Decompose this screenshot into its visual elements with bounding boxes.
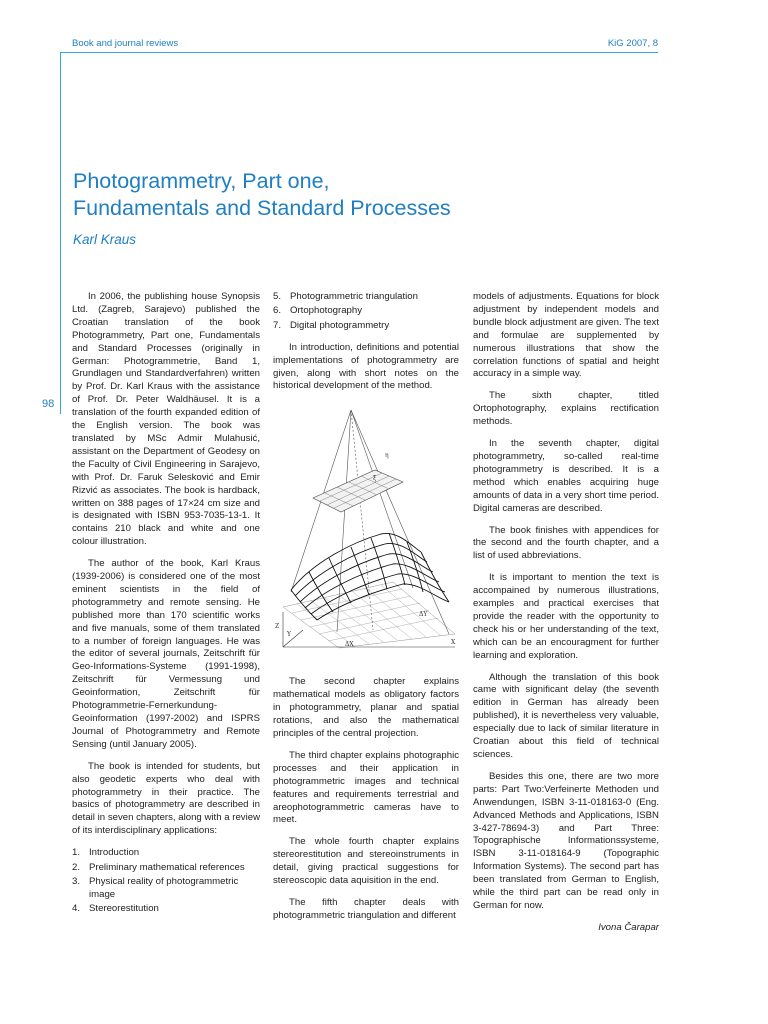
photogrammetry-figure: [273, 402, 459, 652]
coordinate-axes: [283, 612, 455, 647]
chapter-list-continued: [273, 291, 459, 333]
list-text: Stereorestitution: [89, 903, 159, 915]
running-header-journal: KiG 2007, 8: [607, 38, 658, 49]
list-item: [72, 903, 260, 916]
paragraph: The sixth chapter, titled Ortophotography, explains rectification methods.: [473, 390, 659, 428]
title-line-2: Fundamentals and Standard Processes: [73, 196, 451, 220]
list-number: 2.: [72, 861, 81, 873]
paragraph: In the seventh chapter, digital photogrammetry, so-called real-time photogrammetry is described. It is a method which enables acquiring huge amounts of data in a very short time period. Digital cameras are described.: [473, 438, 659, 514]
paragraph: The whole fourth chapter explains stereorestitution and stereoinstruments in detail, giving practical suggestions for stereoscopic data aquisition in the end.: [273, 836, 459, 887]
page-number: 98: [42, 398, 55, 410]
text-column-3: [473, 291, 659, 935]
paragraph: models of adjustments. Equations for block adjustment by independent models and bundle block adjustment are given. The text and formulae are supplemented by numerous illustrations that show the correlation functions of spatial and height accuracy in a simple way.: [473, 291, 659, 380]
paragraph: The author of the book, Karl Kraus (1939-2006) is considered one of the most eminent scientists in the field of photogrammetry and remote sensing. He published more than 170 scientific works and five manuals, some of them translated to a number of foreign languages. He was the editor of several journals, Zeitschrift für Geo-Informations-Systeme (1991-1998), Zeitschrift für Vermessung und Geoinformation, Zeitschrift für Photogrammetrie-Fernerkundung-Geoinformation (1997-2002) and ISPRS Journal of Photogrammetry and Remote Sensing (until January 2005).: [72, 558, 260, 750]
paragraph: The book finishes with appendices for the second and the fourth chapter, and a list of used abbreviations.: [473, 524, 659, 562]
list-text: Ortophotography: [290, 305, 362, 317]
paragraph: The book is intended for students, but also geodetic experts who deal with photogrammetry in their practice. The basics of photogrammetry are described in detail in seven chapters, along with a review of its interdisciplinary applications:: [72, 760, 260, 837]
list-item: [72, 847, 260, 860]
z-axis-label: Z: [275, 623, 280, 631]
paragraph: In 2006, the publishing house Synopsis Ltd. (Zagreb, Sarajevo) published the Croatian translation of the book Photogrammetry, Part one, Fundamentals and Standard Processes (originally in German: Photogrammetrie, Band 1, Grundlagen und Standardverfahren) written by Prof. Dr. Karl Kraus with the assistance of Prof. Dr. Peter Waldhäusel. It is a translation of the fourth expanded edition of the English version. The book was translated by MSc Admir Mulahusić, assistant on the Department of Geodesy on the Faculty of Civil Engineering in Sarajevo, with Prof. Dr. Faruk Selesković and Emir Rizvić as associates. The book is hardback, written on 388 pages of 17×24 cm size and is designated with ISBN 953-7035-13-1. It contains 210 black and white and one colour illustration.: [72, 291, 260, 548]
list-text: Preliminary mathematical references: [89, 861, 245, 873]
paragraph: The third chapter explains photographic processes and their application in photogrammetric images and technical features and requirements terrestrial and areophotogrammetric cameras have to meet.: [273, 749, 459, 826]
delta-x-label: ΔX: [345, 641, 354, 649]
paragraph: In introduction, definitions and potential implementations of photogrammetry are given, along with short notes on the historical development of the method.: [273, 341, 459, 392]
margin-rule: [60, 52, 61, 414]
y-axis-label: Y: [287, 631, 291, 639]
central-projection-diagram: [273, 402, 459, 652]
paragraph: Besides this one, there are two more parts: Part Two:Verfeinerte Methoden und Anwendungen, ISBN 3-11-018163-0 (Eng. Advanced Methods and Applications, ISBN 3-427-78694-3) and Part Three: Topographische Informationssysteme, ISBN 3-11-018164-9 (Topographic Information Systems). The second part has been translated from German to English, while the third part can be read only in German for now.: [473, 770, 659, 911]
text-column-1: [72, 291, 260, 918]
list-number: 7.: [273, 319, 282, 331]
xi-label: ξ: [373, 475, 377, 483]
image-plane: [313, 470, 403, 512]
paragraph: The fifth chapter deals with photogrammetric triangulation and different: [273, 896, 459, 921]
list-item: [273, 291, 459, 304]
list-number: 3.: [72, 875, 81, 887]
title-line-1: Photogrammetry, Part one,: [73, 169, 330, 193]
list-number: 5.: [273, 291, 282, 302]
review-signature: Ivona Čarapar: [598, 921, 659, 933]
text-column-2: [273, 291, 459, 932]
list-number: 1.: [72, 847, 81, 859]
paragraph: The second chapter explains mathematical models as obligatory factors in photogrammetry, planar and spatial rotations, and also the mathematical principles of the central projection.: [273, 676, 459, 739]
projection-ray: [351, 410, 449, 634]
article-title: [73, 168, 451, 222]
paragraph: It is important to mention the text is accompained by numerous illustrations, examples and practical exercises that provide the reader with the opportunity to check his or her understanding of the text, which can be an encouragment for further learning and exploration.: [473, 572, 659, 661]
list-number: 6.: [273, 305, 282, 317]
article-author: Karl Kraus: [73, 232, 137, 247]
list-text: Digital photogrammetry: [290, 319, 390, 331]
list-item: [72, 876, 260, 902]
list-text: Physical reality of photogrammetric image: [89, 875, 239, 900]
terrain-mesh: [291, 533, 449, 620]
chapter-list: [72, 847, 260, 916]
list-text: Introduction: [89, 847, 140, 859]
x-axis-label: X: [451, 639, 456, 647]
paragraph: Although the translation of this book came with significant delay (the seventh edition in German has already been published), it is nevertheless very valuable, especially due to lack of similar literature in Croatian about this field of technical sciences.: [473, 671, 659, 760]
list-number: 4.: [72, 903, 81, 915]
running-header-section: Book and journal reviews: [72, 38, 179, 49]
list-item: [273, 305, 459, 318]
list-item: [72, 862, 260, 875]
delta-y-label: ΔY: [419, 611, 428, 619]
list-text: Photogrammetric triangulation: [290, 291, 418, 302]
header-rule: [60, 52, 658, 53]
eta-label: η: [385, 452, 389, 460]
list-item: [273, 320, 459, 333]
